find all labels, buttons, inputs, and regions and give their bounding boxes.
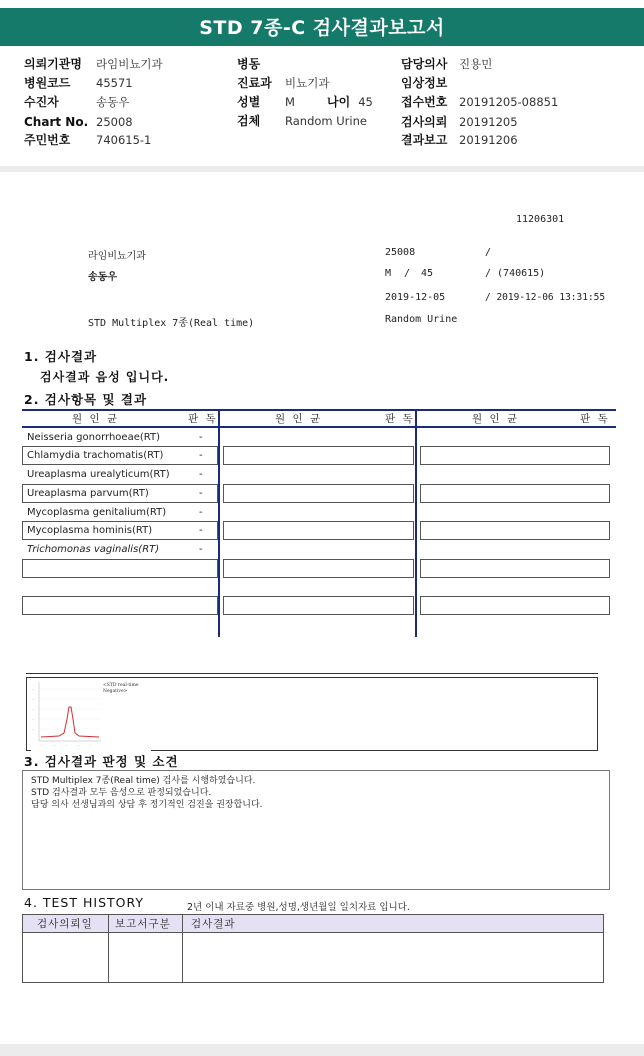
empty-row-box — [420, 559, 610, 578]
pathogen-name: Mycoplasma hominis(RT) — [27, 525, 153, 536]
pathogen-result: - — [199, 488, 203, 499]
field-label: 의뢰기관명 — [24, 57, 82, 71]
field-requesting-institution — [24, 57, 163, 72]
svg-text:—: — — [53, 744, 56, 747]
section-interpretation-title: 3. 검사결과 판정 및 소견 — [24, 754, 179, 769]
field-value: M — [285, 95, 295, 109]
svg-text:—: — — [89, 744, 92, 747]
empty-row-box — [223, 521, 414, 540]
empty-row-box — [420, 596, 610, 615]
field-label: 나이 — [327, 95, 351, 109]
svg-text:—: — — [77, 744, 80, 747]
empty-row-box — [223, 446, 414, 465]
col-header-result: 판 독 — [385, 413, 415, 425]
comment-line: 담당 의사 선생님과의 상담 후 정기적인 검진을 권장합니다. — [31, 800, 263, 810]
specimen-type: Random Urine — [385, 314, 458, 325]
field-value: 740615-1 — [96, 133, 152, 147]
field-doctor — [401, 57, 492, 72]
field-label: 수진자 — [24, 95, 59, 109]
field-ward — [237, 57, 285, 72]
empty-row-box — [22, 596, 218, 615]
patient-rrn: / (740615) — [485, 268, 546, 279]
graph-caption-line: <STD real-time — [103, 683, 139, 688]
pathogen-name: Ureaplasma urealyticum(RT) — [27, 469, 170, 480]
pathogen-name: Mycoplasma genitalium(RT) — [27, 507, 167, 518]
column-divider — [415, 409, 417, 637]
section-items-title: 2. 검사항목 및 결과 — [24, 392, 148, 407]
section-history-title: 4. TEST HISTORY — [24, 895, 144, 910]
pathogen-result: - — [199, 432, 203, 443]
report-paper — [0, 172, 644, 1044]
pathogen-name: Trichomonas vaginalis(RT) — [27, 544, 160, 555]
field-receipt-no — [401, 95, 558, 110]
field-label: 임상정보 — [401, 76, 448, 90]
result-summary: 검사결과 음성 입니다. — [40, 370, 170, 384]
empty-row-box — [420, 521, 610, 540]
field-label: 검사의뢰 — [401, 115, 448, 129]
report-id: 11206301 — [516, 214, 565, 225]
field-label: 주민번호 — [24, 133, 71, 147]
field-value: 진용민 — [459, 57, 493, 71]
pathogen-result: - — [199, 525, 203, 536]
graph-frame — [26, 677, 598, 751]
history-col-result: 검사결과 — [191, 918, 236, 930]
field-value: 45 — [358, 95, 373, 109]
field-report-date — [401, 133, 518, 148]
history-table-body — [22, 933, 604, 983]
field-label: 접수번호 — [401, 95, 448, 109]
field-label: 진료과 — [237, 76, 272, 90]
receipt-date: 2019-12-05 — [385, 292, 446, 303]
col-header-pathogen: 원 인 균 — [72, 413, 120, 425]
field-value: 20191205-08851 — [459, 95, 559, 109]
separator: / — [485, 247, 492, 258]
svg-text:—: — — [32, 718, 35, 721]
graph-caption-line: Negative> — [103, 689, 128, 694]
svg-text:—: — — [32, 688, 35, 691]
field-resident-no — [24, 133, 151, 148]
col-header-result: 판 독 — [580, 413, 610, 425]
graph-top-rule — [26, 673, 598, 674]
report-datetime: / 2019-12-06 13:31:55 — [485, 292, 606, 303]
field-label: 병원코드 — [24, 76, 71, 90]
graph-caption — [103, 683, 139, 695]
history-col-request-date: 검사의뢰일 — [37, 918, 93, 930]
svg-text:—: — — [32, 698, 35, 701]
history-col-divider — [182, 914, 183, 983]
comment-line: STD Multiplex 7종(Real time) 검사를 시행하였습니다. — [31, 776, 256, 786]
pathogen-name: Neisseria gonorrhoeae(RT) — [27, 432, 160, 443]
field-label: Chart No. — [24, 115, 89, 129]
table-header-rule — [22, 426, 616, 428]
field-label: 담당의사 — [401, 57, 448, 71]
column-divider — [218, 409, 220, 637]
pathogen-result: - — [199, 544, 203, 555]
field-value: 송동우 — [96, 95, 130, 109]
pathogen-result: - — [199, 507, 203, 518]
empty-row-box — [22, 559, 218, 578]
history-col-report-type: 보고서구분 — [115, 918, 171, 930]
col-header-pathogen: 원 인 균 — [472, 413, 520, 425]
field-value: Random Urine — [285, 114, 367, 128]
field-clinical-info — [401, 76, 459, 91]
history-col-divider — [108, 914, 109, 983]
field-label: 성별 — [237, 95, 261, 109]
field-request-date — [401, 115, 518, 130]
hospital-name: 라임비뇨기과 — [88, 251, 146, 262]
report-header — [0, 0, 644, 166]
report-title: STD 7종-C 검사결과보고서 — [0, 8, 644, 46]
history-note: 2년 이내 자료중 병원,성명,생년월일 일치자료 입니다. — [187, 902, 410, 913]
empty-row-box — [223, 559, 414, 578]
pathogen-name: Chlamydia trachomatis(RT) — [27, 450, 164, 461]
field-sex — [237, 95, 295, 110]
empty-row-box — [223, 596, 414, 615]
svg-text:—: — — [32, 708, 35, 711]
pathogen-name: Ureaplasma parvum(RT) — [27, 488, 149, 499]
field-label: 결과보고 — [401, 133, 448, 147]
svg-text:—: — — [65, 744, 68, 747]
pathogen-result: - — [199, 450, 203, 461]
svg-text:—: — — [41, 744, 44, 747]
field-department — [237, 76, 329, 91]
pathogen-result: - — [199, 469, 203, 480]
history-table-header — [22, 914, 604, 933]
field-age — [327, 95, 373, 110]
patient-name: 송동우 — [88, 272, 117, 283]
field-label: 검체 — [237, 114, 261, 128]
patient-age: 45 — [421, 268, 434, 279]
field-value: 20191206 — [459, 133, 518, 147]
field-specimen — [237, 114, 367, 129]
field-hospital-code — [24, 76, 133, 91]
interpretation-box — [22, 770, 610, 890]
field-value: 25008 — [96, 115, 133, 129]
svg-text:—: — — [32, 728, 35, 731]
col-header-pathogen: 원 인 균 — [275, 413, 323, 425]
patient-sex: M — [385, 268, 392, 279]
test-name: STD Multiplex 7종(Real time) — [88, 318, 255, 329]
field-chart-no — [24, 115, 133, 130]
field-value: 라임비뇨기과 — [96, 57, 163, 71]
field-label: 병동 — [237, 57, 261, 71]
empty-row-box — [420, 446, 610, 465]
field-patient — [24, 95, 129, 110]
empty-row-box — [223, 484, 414, 503]
field-value: 비뇨기과 — [285, 76, 330, 90]
chart-number: 25008 — [385, 247, 416, 258]
field-value: 20191205 — [459, 115, 518, 129]
field-value: 45571 — [96, 76, 133, 90]
empty-row-box — [420, 484, 610, 503]
separator: / — [404, 268, 411, 279]
col-header-result: 판 독 — [188, 413, 218, 425]
comment-line: STD 검사결과 모두 음성으로 판정되었습니다. — [31, 788, 212, 798]
section-result-title: 1. 검사결과 — [24, 349, 98, 364]
